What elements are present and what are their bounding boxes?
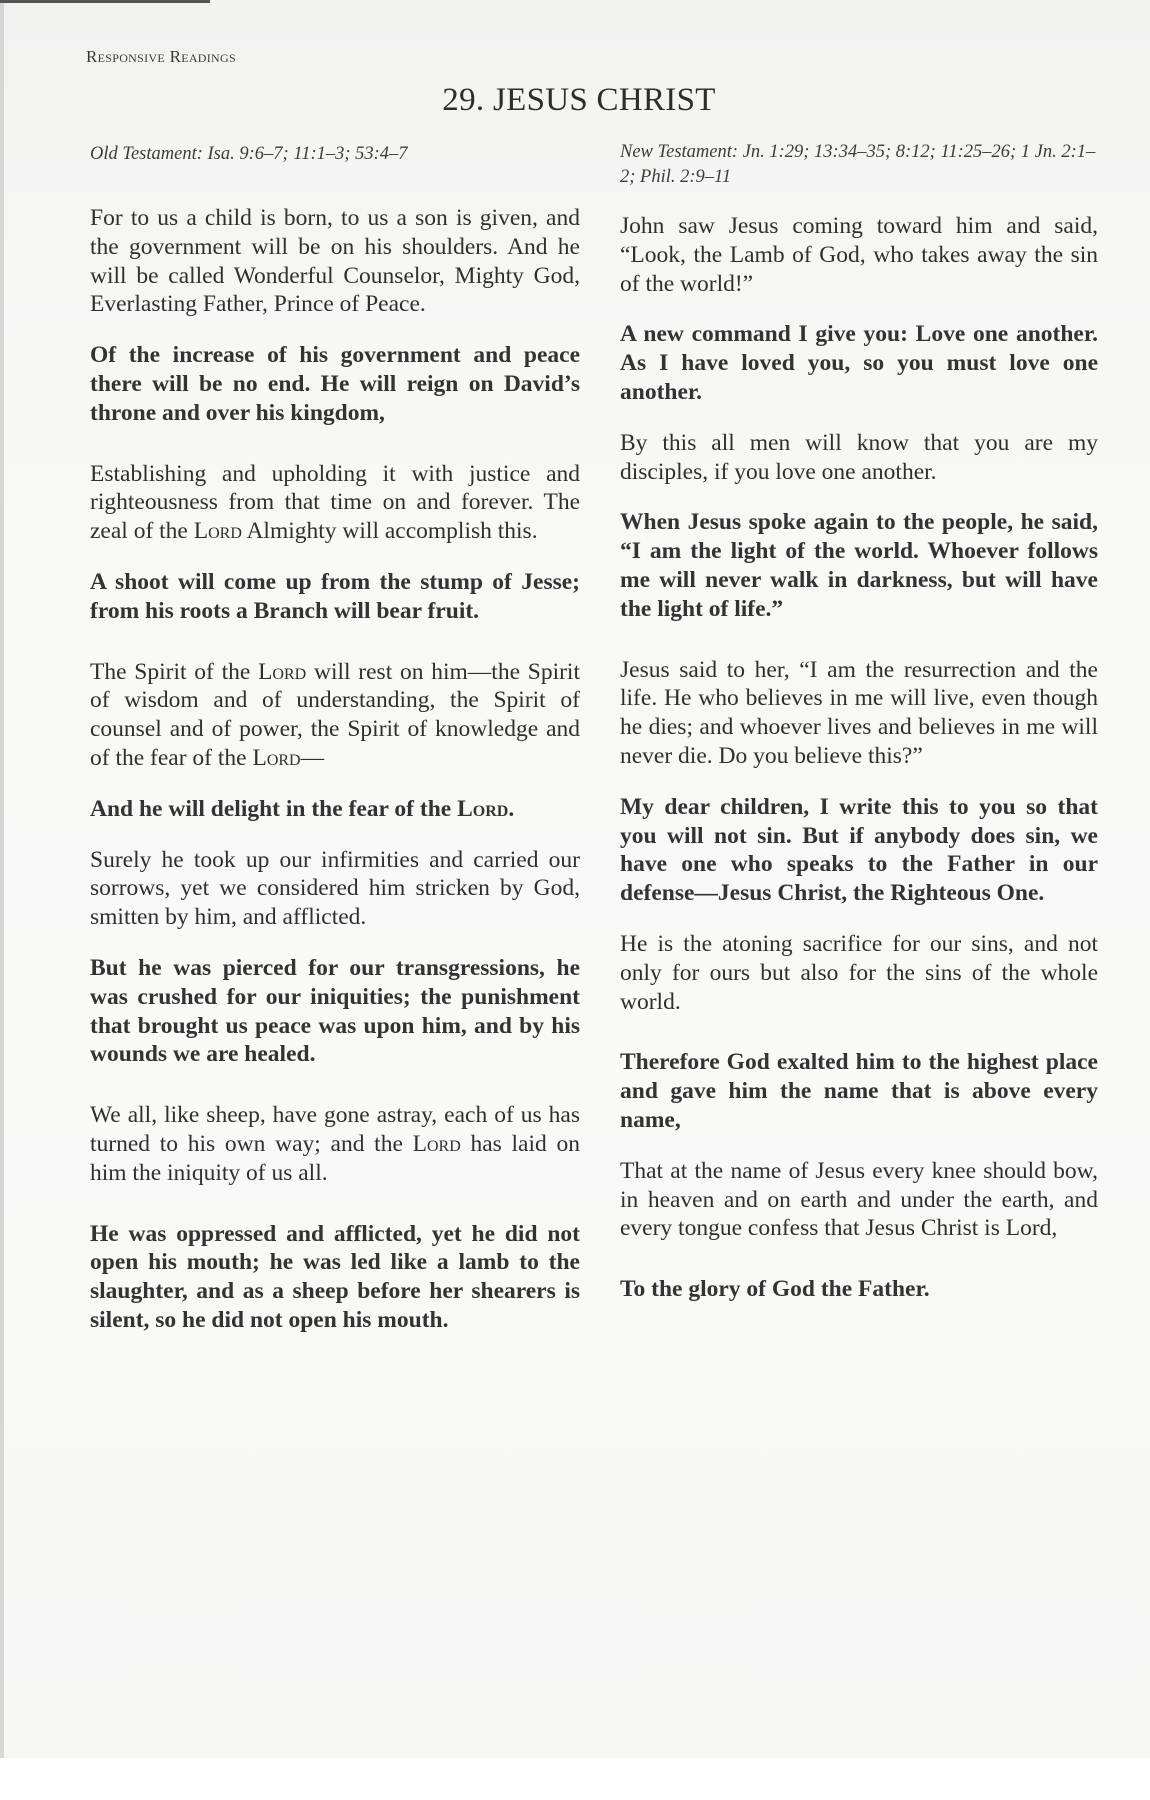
reading-paragraph-leader: That at the name of Jesus every knee should bow, in heaven and on earth and under the earth, and every tongue confess that Jesus Christ is Lord, bbox=[620, 1157, 1098, 1242]
reading-paragraph-people: Of the increase of his government and peace there will be no end. He will reign on David’s throne and over his kingdom, bbox=[90, 342, 580, 426]
reading-paragraph-people: But he was pierced for our transgressions, he was crushed for our iniquities; the punishment that brought us peace was upon him, and by his wounds we are healed. bbox=[90, 954, 580, 1068]
running-head: Responsive Readings bbox=[86, 47, 236, 66]
reading-paragraph-leader: For to us a child is born, to us a son is given, and the government will be on his shoulders. And he will be called Wonderful Counselor, Mighty God, Everlasting Father, Prince of Peace. bbox=[90, 205, 580, 318]
reading-paragraph-leader: The Spirit of the Lord will rest on him—the Spirit of wisdom and of understanding, the Spirit of counsel and of power, the Spirit of knowledge and of the fear of the Lord— bbox=[90, 658, 580, 771]
reading-paragraph-leader: John saw Jesus coming toward him and said, “Look, the Lamb of God, who takes away the sin of the world!” bbox=[620, 213, 1098, 297]
reading-paragraph-people: A shoot will come up from the stump of Jesse; from his roots a Branch will bear fruit. bbox=[90, 568, 580, 624]
reading-paragraph-people: To the glory of God the Father. bbox=[620, 1276, 930, 1303]
old-testament-reference: Old Testament: Isa. 9:6–7; 11:1–3; 53:4–7 bbox=[90, 144, 408, 164]
reading-paragraph-people: My dear children, I write this to you so that you will not sin. But if anybody does sin, we have one who speaks to the Father in our defense—Jesus Christ, the Righteous One. bbox=[620, 793, 1098, 907]
old-testament-column bbox=[90, 140, 580, 1357]
divine-name-lord: Lord bbox=[412, 1130, 461, 1157]
reading-title: 29. JESUS CHRIST bbox=[442, 82, 716, 118]
divine-name-lord: Lord bbox=[258, 658, 307, 685]
divine-name-lord: Lord bbox=[193, 518, 242, 545]
reading-paragraph-leader: Surely he took up our infirmities and carried our sorrows, yet we considered him stricken by God, smitten by him, and afflicted. bbox=[90, 846, 580, 931]
divine-name-lord: Lord bbox=[252, 744, 301, 771]
reading-paragraph-leader: Establishing and upholding it with justice and righteousness from that time on and forever. The zeal of the Lord Almighty will accomplish this. bbox=[90, 460, 580, 545]
new-testament-column bbox=[620, 140, 1098, 1326]
reading-paragraph-people: A new command I give you: Love one another. As I have loved you, so you must love one another. bbox=[620, 321, 1098, 405]
reading-paragraph-leader: Jesus said to her, “I am the resurrection and the life. He who believes in me will live, even though he dies; and whoever lives and believes in me will never die. Do you believe this?” bbox=[620, 656, 1098, 769]
reading-paragraph-people: He was oppressed and afflicted, yet he did not open his mouth; he was led like a lamb to the slaughter, and as a sheep before her shearers is silent, so he did not open his mouth. bbox=[90, 1220, 580, 1333]
new-testament-reference: New Testament: Jn. 1:29; 13:34–35; 8:12; 11:25–26; 1 Jn. 2:1–2; Phil. 2:9–11 bbox=[620, 142, 1096, 187]
divine-name-lord: Lord bbox=[457, 795, 509, 822]
reading-paragraph-people: And he will delight in the fear of the Lord. bbox=[90, 795, 515, 822]
reading-paragraph-leader: We all, like sheep, have gone astray, each of us has turned to his own way; and the Lord has laid on him the iniquity of us all. bbox=[90, 1102, 580, 1186]
reading-paragraph-leader: He is the atoning sacrifice for our sins, and not only for ours but also for the sins of the whole world. bbox=[620, 930, 1098, 1015]
reading-paragraph-leader: By this all men will know that you are my disciples, if you love one another. bbox=[620, 429, 1098, 485]
reading-paragraph-people: Therefore God exalted him to the highest place and gave him the name that is above every name, bbox=[620, 1049, 1098, 1133]
reading-paragraph-people: When Jesus spoke again to the people, he said, “I am the light of the world. Whoever follows me will never walk in darkness, but will have the light of life.” bbox=[620, 509, 1098, 622]
